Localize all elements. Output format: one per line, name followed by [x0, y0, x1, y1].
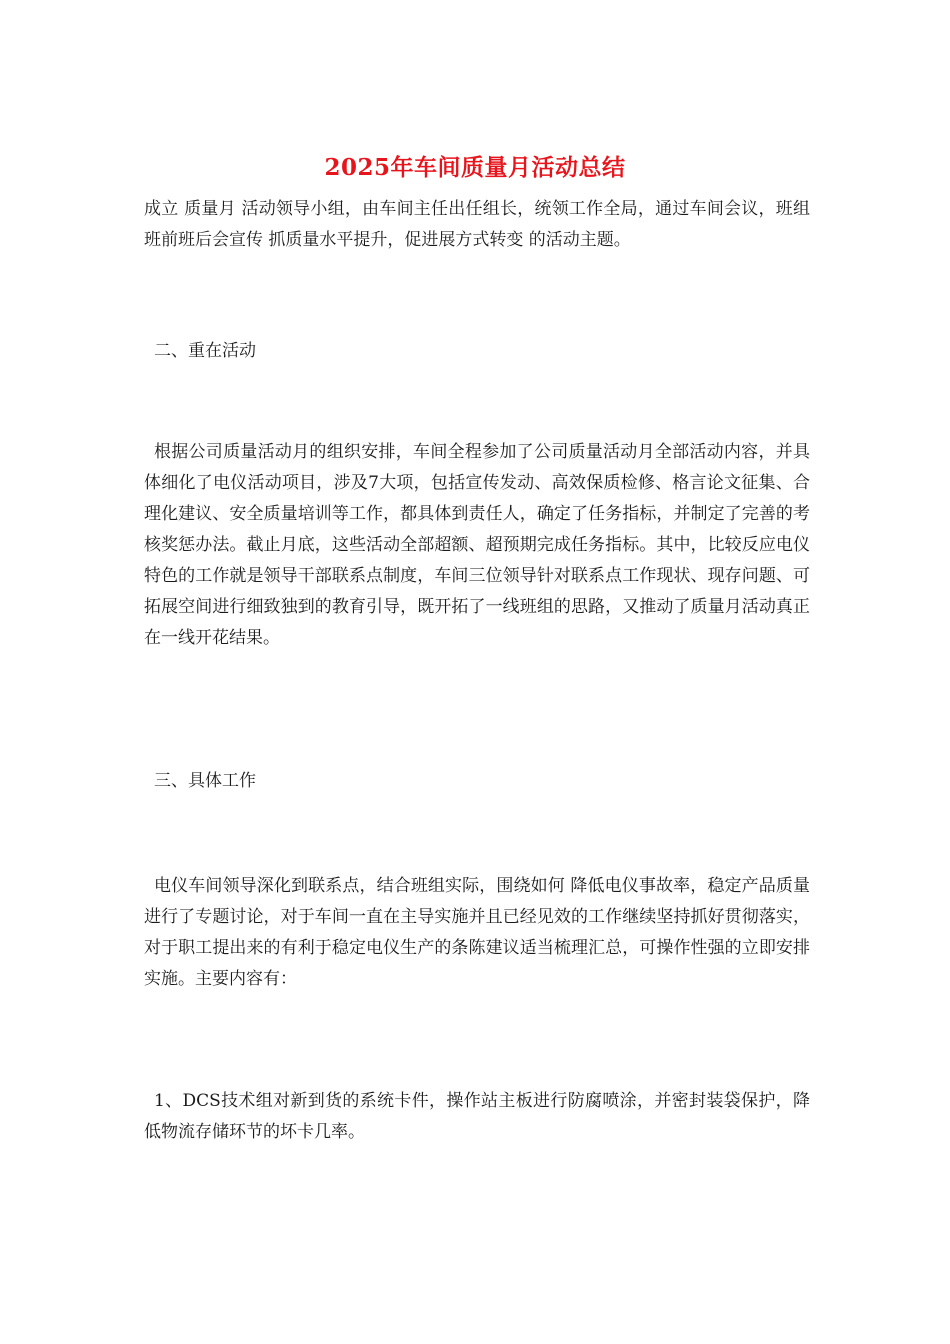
section-heading-specific-work: 三、具体工作 — [154, 771, 256, 791]
paragraph-specific-work: 电仪车间领导深化到联系点，结合班组实际，围绕如何 降低电仪事故率，稳定产品质量 进行了专题讨论，对于车间一直在主导实施并且已经见效的工作继续坚持抓好贯彻落实，对于职工提出来的有利于稳定电仪生产的条陈建议适当梳理汇总，可操作性强的立即安排实施。主要内容有： — [144, 876, 810, 989]
paragraph-item-1: 1、DCS技术组对新到货的系统卡件，操作站主板进行防腐喷涂，并密封装袋保护，降低物流存储环节的坏卡几率。 — [144, 1091, 810, 1142]
paragraph-intro: 成立 质量月 活动领导小组，由车间主任出任组长，统领工作全局，通过车间会议，班组班前班后会宣传 抓质量水平提升，促进展方式转变 的活动主题。 — [144, 199, 810, 250]
paragraph-activities: 根据公司质量活动月的组织安排，车间全程参加了公司质量活动月全部活动内容，并具体细化了电仪活动项目，涉及7大项，包括宣传发动、高效保质检修、格言论文征集、合理化建议、安全质量培训等工作，都具体到责任人，确定了任务指标，并制定了完善的考核奖惩办法。截止月底，这些活动全部超额、超预期完成任务指标。其中，比较反应电仪特色的工作就是领导干部联系点制度，车间三位领导针对联系点工作现状、现存问题、可拓展空间进行细致独到的教育引导，既开拓了一线班组的思路，又推动了质量月活动真正在一线开花结果。 — [144, 442, 810, 648]
document-title: 2025年车间质量月活动总结 — [324, 154, 626, 181]
section-heading-activities: 二、重在活动 — [154, 341, 256, 361]
